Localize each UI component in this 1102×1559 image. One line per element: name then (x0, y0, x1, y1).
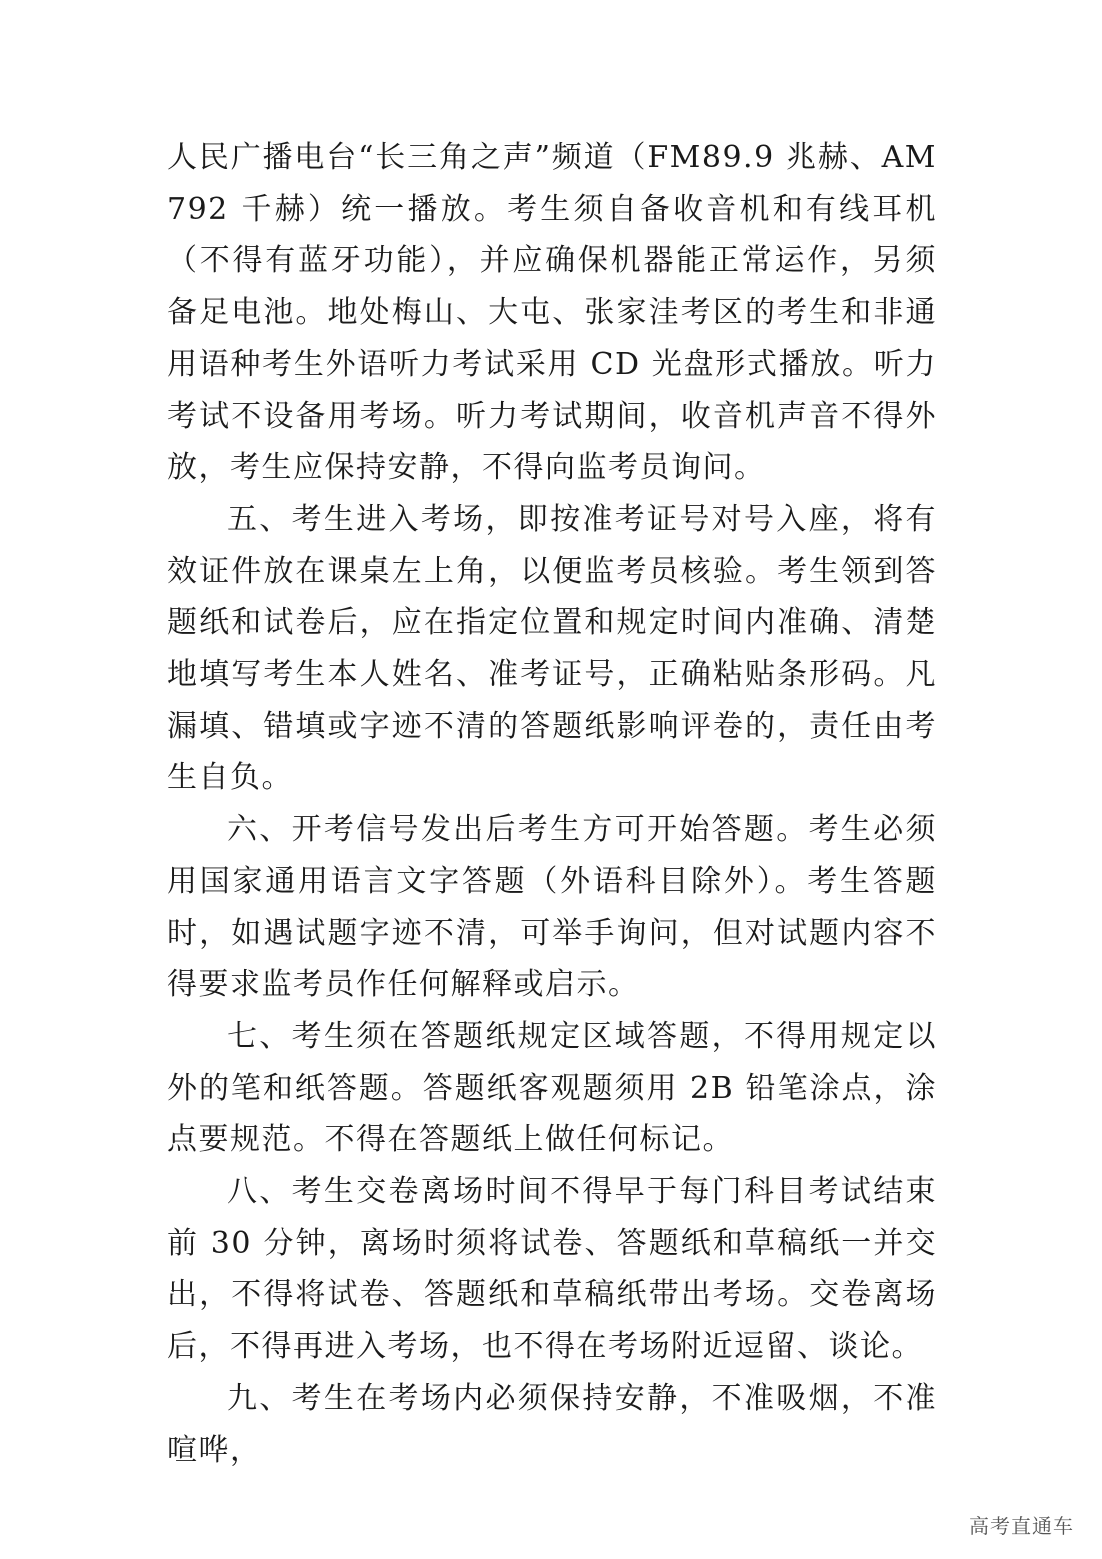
paragraph-item-9: 九、考生在考场内必须保持安静，不准吸烟，不准喧哗， (167, 1380, 937, 1468)
paragraph-item-5: 五、考生进入考场，即按准考证号对号入座，将有效证件放在课桌左上角，以便监考员核验。考生领到答题纸和试卷后，应在指定位置和规定时间内准确、清楚地填写考生本人姓名、准考证号，正确粘贴条形码。凡漏填、错填或字迹不清的答题纸影响评卷的，责任由考生自负。 (167, 501, 937, 796)
paragraph-continued: 人民广播电台“长三角之声”频道（FM89.9 兆赫、AM792 千赫）统一播放。考生须自备收音机和有线耳机（不得有蓝牙功能），并应确保机器能正常运作，另须备足电池。地处梅山、大屯、张家洼考区的考生和非通用语种考生外语听力考试采用 CD 光盘形式播放。听力考试不设备用考场。听力考试期间，收音机声音不得外放，考生应保持安静，不得向监考员询问。 (167, 140, 937, 486)
watermark: 高考直通车 (969, 1514, 1074, 1538)
document-body (167, 132, 937, 1476)
paragraph-item-7: 七、考生须在答题纸规定区域答题，不得用规定以外的笔和纸答题。答题纸客观题须用 2B 铅笔涂点，涂点要规范。不得在答题纸上做任何标记。 (167, 1018, 937, 1158)
paragraph-item-8: 八、考生交卷离场时间不得早于每门科目考试结束前 30 分钟，离场时须将试卷、答题纸和草稿纸一并交出，不得将试卷、答题纸和草稿纸带出考场。交卷离场后，不得再进入考场，也不得在考场附近逗留、谈论。 (167, 1174, 937, 1365)
paragraph-item-6: 六、开考信号发出后考生方可开始答题。考生必须用国家通用语言文字答题（外语科目除外）。考生答题时，如遇试题字迹不清，可举手询问，但对试题内容不得要求监考员作任何解释或启示。 (167, 812, 937, 1003)
